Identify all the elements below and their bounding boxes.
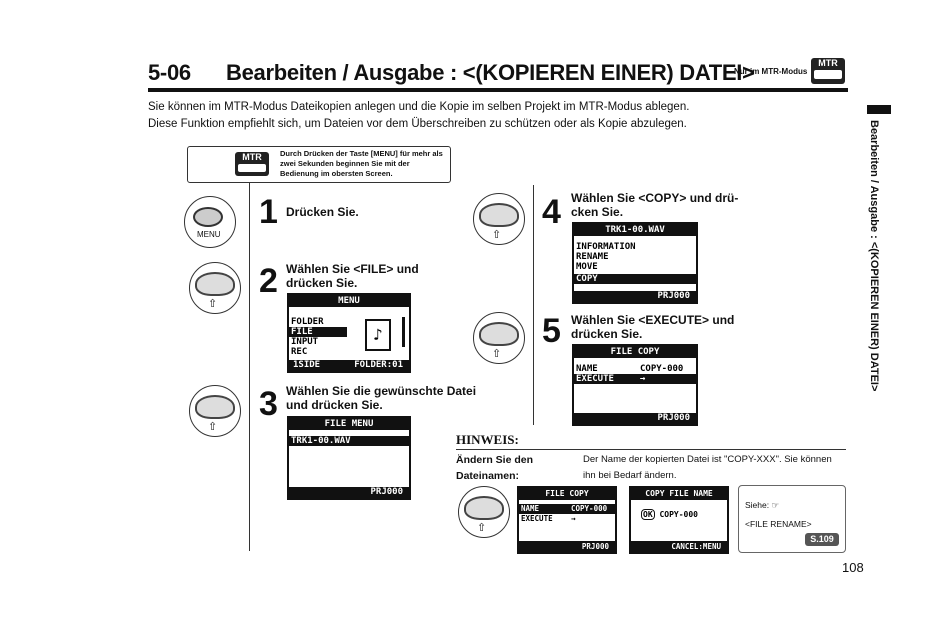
mtr-pads-icon [814, 70, 842, 79]
dial-illustration [189, 262, 241, 314]
pointing-hand-icon: ☞ [771, 500, 780, 510]
step-number: 3 [259, 385, 278, 423]
step-text: Drücken Sie. [286, 205, 359, 219]
step-text: Wählen Sie <FILE> und drücken Sie. [286, 262, 419, 290]
menu-button-illustration [184, 196, 236, 248]
step-text: Wählen Sie die gewünschte Datei und drücken Sie. [286, 384, 477, 412]
lcd-row: INPUT [291, 337, 319, 347]
hint-label [456, 452, 533, 484]
lcd-footer: PRJ000 [574, 413, 696, 424]
step-number: 2 [259, 262, 278, 300]
arrow-up-icon: ⇧ [477, 522, 487, 534]
dial-illustration [473, 312, 525, 364]
intro-line-1: Sie können im MTR-Modus Dateikopien anlegen und die Kopie im selben Projekt im MTR-Modus ablegen. [148, 101, 690, 113]
dial-icon [479, 322, 519, 346]
see-page-badge[interactable]: S.109 [805, 533, 839, 546]
lcd-row [631, 510, 727, 520]
arrow-up-icon: ⇧ [492, 229, 502, 241]
intro-text [148, 99, 689, 133]
arrow-up-icon: ⇧ [208, 298, 218, 310]
mtr-only-label: Nur im MTR-Modus [734, 67, 808, 76]
side-title: Bearbeiten / Ausgabe : <(KOPIEREN EINER) DATEI> [868, 120, 880, 392]
lcd-title: FILE COPY [519, 488, 615, 500]
page-number: 108 [842, 560, 864, 575]
note-text: Durch Drücken der Taste [MENU] für mehr als zwei Sekunden beginnen Sie mit der Bedienung im obersten Screen. [280, 149, 443, 178]
lcd-cell: COPY-000 [571, 504, 608, 513]
dial-icon [479, 203, 519, 227]
step1-button-label: MENU [197, 230, 221, 239]
lcd-row-selected: COPY [574, 274, 696, 284]
hint-label-line-2: Dateinamen: [456, 470, 520, 482]
lcd-title: COPY FILE NAME [631, 488, 727, 500]
side-tab-marker [867, 105, 891, 114]
lcd-footer-left: 1SIDE [293, 360, 321, 370]
lcd-title: MENU [289, 295, 409, 307]
step-text: Wählen Sie <COPY> und drü-cken Sie. [571, 191, 739, 219]
mtr-badge [811, 58, 845, 84]
menu-button-icon [193, 207, 223, 227]
lcd-file-copy-screen [572, 344, 698, 426]
hint-text-line-1: Der Name der kopierten Datei ist "COPY-XXX". Sie können [583, 454, 832, 465]
lcd-row [519, 514, 615, 524]
lcd-row-selected [519, 504, 615, 514]
dial-icon [195, 272, 235, 296]
lcd-value: COPY-000 [659, 510, 698, 519]
lcd-cell: NAME [576, 364, 598, 374]
step-text: Wählen Sie <EXECUTE> und drücken Sie. [571, 313, 735, 341]
title-rule [148, 88, 848, 92]
lcd-title: TRK1-00.WAV [574, 224, 696, 236]
lcd-footer: PRJ000 [289, 487, 409, 498]
lcd-title: FILE MENU [289, 418, 409, 430]
lcd-cell: → [571, 514, 576, 523]
lcd-footer: CANCEL:MENU [631, 541, 727, 552]
note-mtr-badge-text: MTR [242, 152, 262, 162]
lcd-file-menu-screen [287, 416, 411, 500]
hint-text [583, 452, 848, 484]
ok-badge: OK [643, 510, 653, 519]
lcd-row [574, 364, 696, 374]
page-title [148, 60, 755, 86]
title-text: Bearbeiten / Ausgabe : <(KOPIEREN EINER) DATEI> [226, 60, 755, 85]
lcd-footer [289, 360, 409, 371]
lcd-menu-screen [287, 293, 411, 373]
lcd-cell: EXECUTE [521, 514, 553, 523]
see-label-row [745, 500, 779, 511]
arrow-up-icon: ⇧ [492, 348, 502, 360]
see-target: <FILE RENAME> [745, 519, 812, 529]
column-divider-left [249, 183, 250, 551]
lcd-file-copy-small [517, 486, 617, 554]
see-label: Siehe: [745, 500, 770, 510]
lcd-title: FILE COPY [574, 346, 696, 358]
lcd-row-selected: TRK1-00.WAV [289, 436, 409, 446]
step-number: 4 [542, 193, 561, 231]
lcd-row-selected [574, 374, 696, 384]
lcd-cell: COPY-000 [640, 364, 684, 374]
column-divider-right [533, 185, 534, 425]
mtr-badge-text: MTR [818, 58, 838, 68]
lcd-trk-screen [572, 222, 698, 304]
lcd-copy-file-name [629, 486, 729, 554]
dial-icon [464, 496, 504, 520]
hint-text-line-2: ihn bei Bedarf ändern. [583, 470, 677, 481]
lcd-row: INFORMATION [576, 242, 636, 252]
see-reference-box[interactable] [738, 485, 846, 553]
lcd-footer: PRJ000 [574, 291, 696, 302]
lcd-row: FOLDER [291, 317, 324, 327]
scrollbar [402, 317, 405, 347]
arrow-up-icon: ⇧ [208, 421, 218, 433]
lcd-row: REC [291, 347, 308, 357]
hint-label-line-1: Ändern Sie den [456, 454, 534, 466]
step-number: 5 [542, 312, 561, 350]
hint-rule [456, 449, 846, 450]
lcd-footer: PRJ000 [519, 541, 615, 552]
lcd-row: RENAME [576, 252, 609, 262]
dial-illustration [189, 385, 241, 437]
intro-line-2: Diese Funktion empfiehlt sich, um Dateien vor dem Überschreiben zu schützen oder als Kopie abzulegen. [148, 118, 687, 130]
note-mtr-badge [235, 152, 269, 176]
lcd-row-selected: FILE [289, 327, 347, 337]
hint-heading: HINWEIS: [456, 432, 519, 447]
dial-illustration [473, 193, 525, 245]
mtr-pads-icon [238, 164, 266, 172]
file-note-icon: ♪ [365, 319, 391, 351]
lcd-row: MOVE [576, 262, 598, 272]
lcd-cell: EXECUTE [576, 374, 614, 384]
section-number: 5-06 [148, 60, 191, 85]
lcd-footer-right: FOLDER:01 [354, 360, 403, 370]
dial-icon [195, 395, 235, 419]
step-number: 1 [259, 193, 278, 231]
dial-illustration [458, 486, 510, 538]
lcd-cell: NAME [521, 504, 540, 513]
lcd-cell: → [640, 374, 646, 384]
